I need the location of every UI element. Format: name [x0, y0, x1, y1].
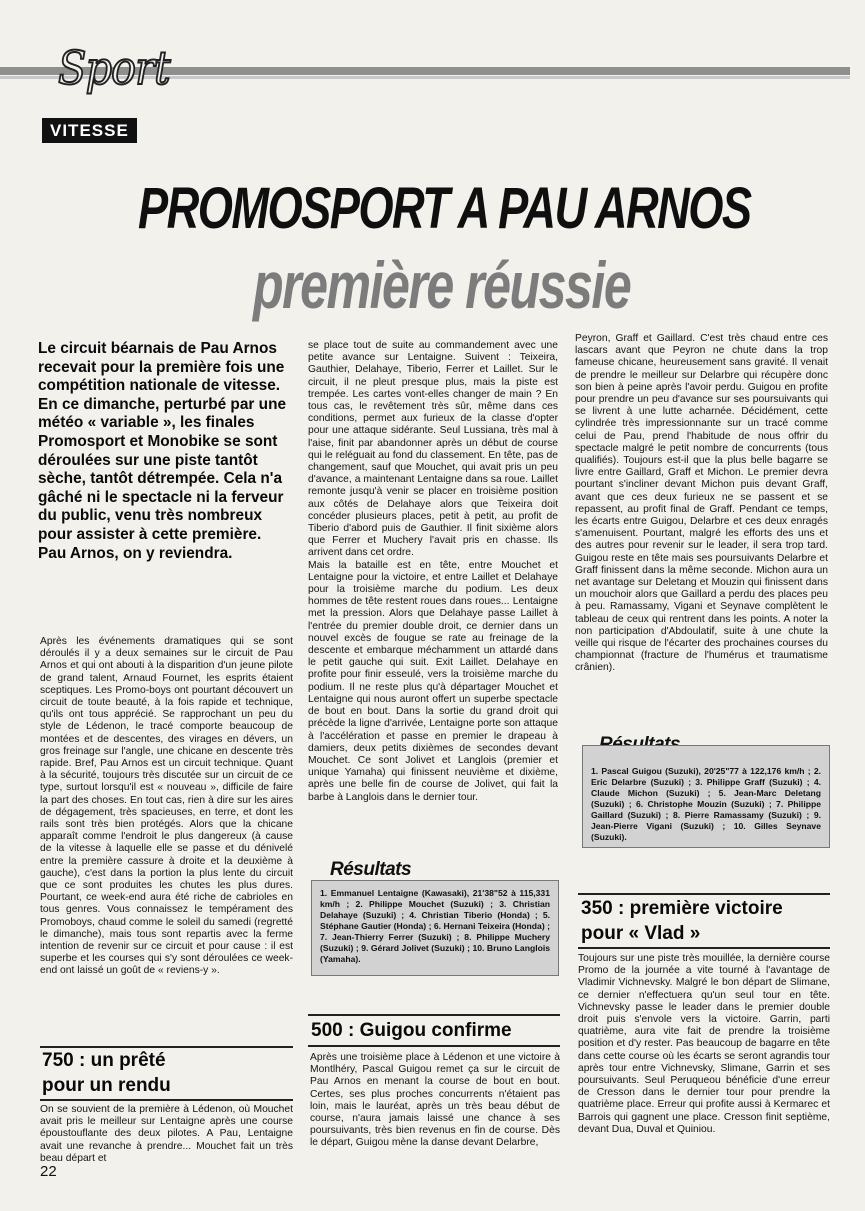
section-rule	[40, 1099, 293, 1101]
section-rule	[308, 1045, 560, 1047]
lead-paragraph: En ce dimanche, perturbé par une météo « variable », les finales Promosport et Monobike se sont déroulées sur une piste tantôt sèche, tantôt détrempée. Cela n'a gâché ni le spectacle ni la ferveur du public, venu très nombreux pour assister à cette première.	[38, 395, 287, 543]
article-lead	[38, 340, 293, 563]
section-rule	[308, 1014, 560, 1016]
section-750-title-line2: pour un rendu	[42, 1075, 171, 1096]
lead-paragraph: Le circuit béarnais de Pau Arnos recevait pour la première fois une compétition nationale de vitesse.	[38, 340, 285, 395]
page-number: 22	[40, 1163, 57, 1180]
column-3-body: Peyron, Graff et Gaillard. C'est très chaud entre ces lascars avant que Peyron ne chute dans la trop fameuse chicane, heureusement sans gravité. Il venait de prendre le meilleur sur Delarbre qui récupère donc son bien à peine après l'avoir perdu. Guigou en profite pour prendre un peu d'avance sur ses poursuivants qui se livrent à une lutte acharnée. Décidément, cette cylindrée très impressionnante sur un tracé comme celui de Pau, prend l'habitude de nous offrir du spectacle malgré le petit nombre de concurrents (tous qualifiés). Toujours est-il que la plus belle bagarre se livre entre Gaillard, Graff et Michon. Le premier devra pourtant s'incliner devant Michon puis devant Graff, avant que ces deux furieux ne se passent et se repassent, au profit final de Graff. Pendant ce temps, les écarts entre Guigou, Delarbre et ces deux enragés s'amenuisent. Pourtant, malgré les efforts des uns et des autres pour revenir sur le leader, il sera trop tard. Guigou reste en tête mais ses poursuivants Delarbre et Graff finissent dans la même seconde. Michon aura un net avantage sur Deletang et Mouzin qui finissent dans un mouchoir alors que Gaillard a perdu des places peu à peu. Ramassamy, Vigani et Seynave complètent le tableau de ceux qui rentrent dans les points. A noter la non participation d'Abdoulatif, suite à une chute la veille qui risque de l'écarter des prochaines courses du championnat (fracture de l'humérus et traumatisme crânien).	[575, 333, 828, 674]
article-subheadline: première réussie	[253, 248, 631, 322]
category-tag: VITESSE	[42, 118, 137, 143]
section-350-body: Toujours sur une piste très mouillée, la dernière course Promo de la journée a vite tourné à l'avantage de Vladimir Vichnevsky. Malgré le bon départ de Slimane, ce dernier n'effectuera qu'un seul tour en tête. Vichnevsky passe le leader dans le premier double droit puis s'envole vers la victoire. Garrin, parti quatrième, aura vite fait de prendre la troisième position et d'y rester. Pas beaucoup de bagarre en tête dans cette course où les écarts se seront agrandis tour après tour entre Vichnevsky, Slimane, Garrin et ses poursuivants. Seul Peruqueou bénéficie d'une erreur de Cresson dans le dernier tour pour prendre la quatrième place. Erreur qui profite aussi à Kermarec et Barrois qui gagnent une place. Cresson finit septième, devant Dua, Duval et Quiniou.	[578, 953, 830, 1135]
section-500-title: 500 : Guigou confirme	[311, 1020, 512, 1041]
results-500-box: 1. Pascal Guigou (Suzuki), 20'25"77 à 122,176 km/h ; 2. Eric Delarbre (Suzuki) ; 3. Philippe Graff (Suzuki) ; 4. Claude Michon (Suzuki) ; 5. Jean-Marc Deletang (Suzuki) ; 6. Christophe Mouzin (Suzuki) ; 7. Philippe Gaillard (Suzuki) ; 8. Pierre Ramassamy (Suzuki) ; 9. Jean-Pierre Vigani (Suzuki) ; 10. Gilles Seynave (Suzuki).	[582, 745, 830, 848]
article-headline: PROMOSPORT A PAU ARNOS	[138, 176, 751, 241]
section-500-body: Après une troisième place à Lédenon et une victoire à Montlhéry, Pascal Guigou remet ça sur le circuit de Pau Arnos en menant la course de bout en bout. Certes, ses plus proches concurrents n'étaient pas loin, mais le lauréat, après un très beau début de course, n'aura jamais laissé une chance à ses poursuivants, très bien revenus en fin de course. Dès le départ, Guigou mène la danse devant Delarbre,	[310, 1052, 560, 1149]
results-750-box: 1. Emmanuel Lentaigne (Kawasaki), 21'38"52 à 115,331 km/h ; 2. Philippe Mouchet (Suzuki) ; 3. Christian Delahaye (Suzuki) ; 4. Christian Tiberio (Honda) ; 5. Stéphane Gautier (Honda) ; 6. Hernani Teixeira (Honda) ; 7. Jean-Thierry Ferrer (Suzuki) ; 8. Philippe Muchery (Suzuki) ; 9. Gérard Jolivet (Suzuki) ; 10. Bruno Langlois (Yamaha).	[311, 880, 559, 976]
section-750-body: On se souvient de la première à Lédenon, où Mouchet avait pris le meilleur sur Lentaigne après une course époustouflante des deux pilotes. A Pau, Lentaigne avait une revanche à prendre... Mouchet fait un très beau départ et	[40, 1104, 293, 1164]
section-rule	[578, 893, 830, 895]
section-logo: Sport	[58, 41, 170, 95]
section-750-title-line1: 750 : un prêté	[42, 1050, 166, 1071]
column-2-body: se place tout de suite au commandement avec une petite avance sur Lentaigne. Suivent : Teixeira, Gauthier, Delahaye, Tiberio, Ferrer et Laillet. Sur le circuit, il ne pleut presque plus, mais la piste est trempée. Les cartes vont-elles changer de main ? En tous cas, le revêtement très sûr, même dans ces conditions, permet aux furieux de la classe d'opter pour une attaque sidérante. Seul Lussiana, très mal à l'aise, finit par abandonner après un début de course qui le reléguait au fond du classement. En tête, pas de changement, sauf que Mouchet, qui avait pris un peu d'avance, a maintenant Lentaigne dans sa roue. Laillet remonte jusqu'à venir se placer en troisième position aux côtés de Delahaye alors que Teixeira doit concéder plusieurs places, petit à petit, au profit de Tiberio d'abord puis de Gauthier. Il finit sixième alors que Ferrer et Muchery l'avait pris en chasse. Ils arrivent dans cet ordre. Mais la bataille est en tête, entre Mouchet et Lentaigne pour la victoire, et entre Laillet et Delahaye pour la troisième marche du podium. Les deux hommes de tête restent roues dans roues... Lentaigne met la pression. Alors que Delahaye passe Laillet à l'entrée du premier double droit, ce dernier dans un nouvel excès de fougue se rate au freinage de la descente et embarque méchamment un attardé dans le petit gauche qui suit. Exit Laillet. Delahaye en profite pour finir esseulé, vers la troisième marche du podium. Il ne reste plus qu'à départager Mouchet et Lentaigne qui nous auront offert un superbe spectacle de bout en bout. Dans la sortie du grand droit qui précède la ligne d'arrivée, Lentaigne porte son attaque à l'accélération et passe en premier le drapeau à damiers, deux petits dixièmes de secondes devant Mouchet. Ce sont Jolivet et Langlois (premier et unique Yamaha) qui finissent neuvième et dixième, après une belle fin de course de Jolivet, qui fait la barbe à Langlois dans le dernier tour.	[308, 340, 558, 803]
section-rule	[578, 947, 830, 949]
lead-paragraph: Pau Arnos, on y reviendra.	[38, 544, 233, 562]
section-350-title-line1: 350 : première victoire	[581, 898, 783, 919]
results-750-title: Résultats	[330, 859, 412, 880]
section-350-title-line2: pour « Vlad »	[581, 923, 701, 944]
column-1-body: Après les événements dramatiques qui se sont déroulés il y a deux semaines sur le circuit de Pau Arnos et qui ont abouti à la disparition d'un jeune pilote de grand talent, Arnaud Fournet, les esprits étaient sceptiques. Les Promo-boys ont pourtant découvert un circuit de toute beauté, à la fois rapide et technique, qu'ils ont tous apprécié. Se rapprochant un peu du style de Lédenon, le tracé comporte beaucoup de montées et de descentes, des virages en dévers, un gros freinage sur l'angle, une chicane en descente très rapide. Bref, Pau Arnos est un circuit technique. Quant à la sécurité, toujours très discutée sur un circuit de ce type, surtout lorsqu'il est « nouveau », difficile de faire la part des choses. En tout cas, rien à dire sur les aires de dégagement, très spacieuses, en terre, et dont les rails sont très bien protégés. Alors que la chicane apparaît comme l'endroit le plus dangereux (à cause de la vitesse à laquelle elle se passe et du dénivelé entre la première cassure à droite et la deuxième à gauche), c'est dans la portion la plus lente du circuit que ce sont produites les chutes les plus dures. Pourtant, ce week-end aura été riche de cabrioles en tous genres. Vous connaissez le tempérament des Promoboys, chaud comme le soleil du samedi (regretté le dimanche), mais tous sont repartis avec la ferme intention de revenir sur ce circuit et pour cause : il est superbe et les courses qui s'y sont déroulées ce week-end ont laissé un goût de « reviens-y ».	[40, 636, 293, 977]
